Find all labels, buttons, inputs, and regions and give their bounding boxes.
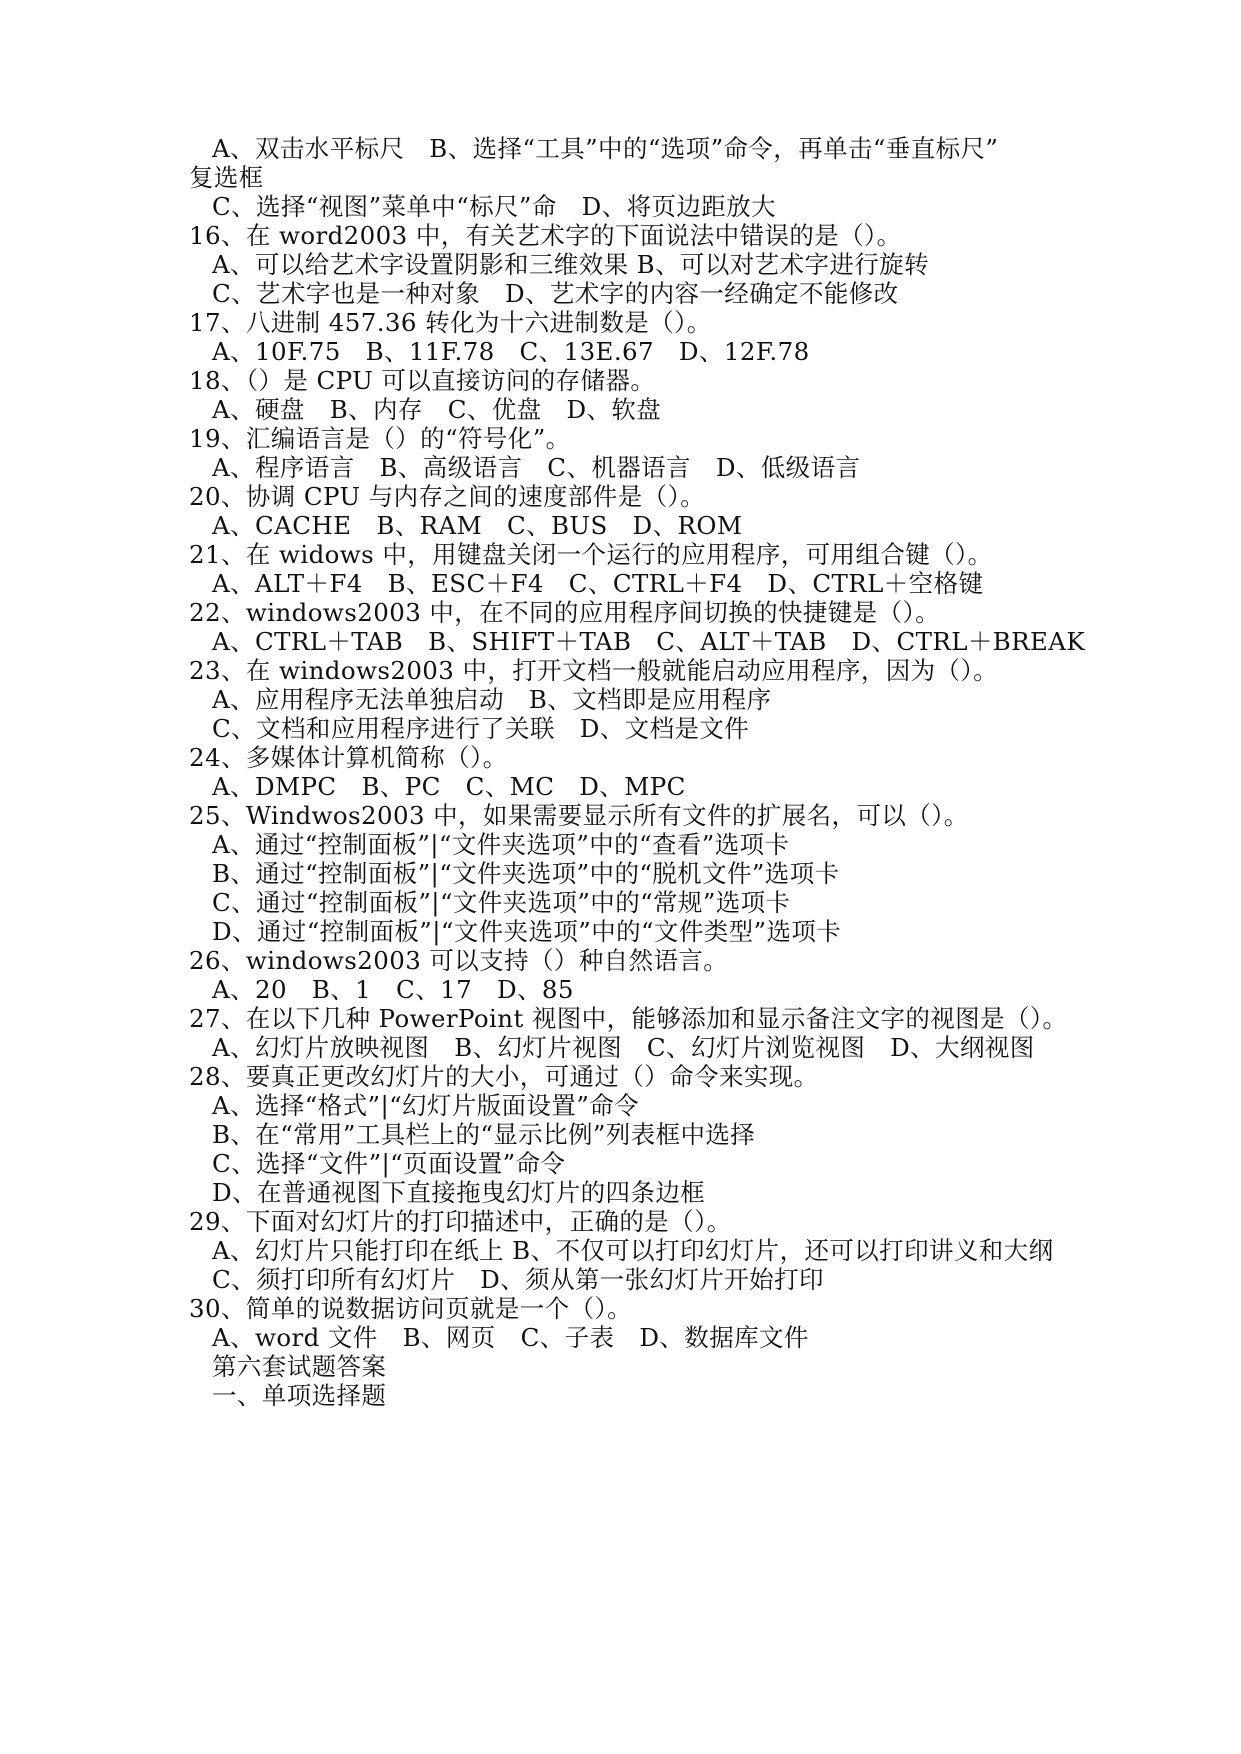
option-line: A、应用程序无法单独启动 B、文档即是应用程序 [212, 685, 772, 714]
question-line: 16、在 word2003 中，有关艺术字的下面说法中错误的是（）。 [189, 221, 902, 250]
question-line: 17、八进制 457.36 转化为十六进制数是（）。 [189, 308, 712, 337]
question-line: 25、Windwos2003 中，如果需要显示所有文件的扩展名，可以（）。 [189, 801, 969, 830]
option-line: B、在“常用”工具栏上的“显示比例”列表框中选择 [212, 1120, 756, 1149]
option-line: C、文档和应用程序进行了关联 D、文档是文件 [212, 714, 750, 743]
option-line: A、20 B、1 C、17 D、85 [212, 975, 574, 1004]
question-line: 24、多媒体计算机简称（）。 [189, 743, 508, 772]
option-line: C、通过“控制面板”|“文件夹选项”中的“常规”选项卡 [212, 888, 791, 917]
option-line: A、ALT＋F4 B、ESC＋F4 C、CTRL＋F4 D、CTRL＋空格键 [212, 569, 984, 598]
option-line: A、10F.75 B、11F.78 C、13E.67 D、12F.78 [212, 337, 810, 366]
option-line: D、通过“控制面板”|“文件夹选项”中的“文件类型”选项卡 [212, 917, 842, 946]
option-line: A、幻灯片只能打印在纸上 B、不仅可以打印幻灯片，还可以打印讲义和大纲 [212, 1236, 1054, 1265]
option-line: A、CTRL＋TAB B、SHIFT＋TAB C、ALT＋TAB D、CTRL＋BREAK [212, 627, 1086, 656]
text-line: 复选框 [189, 163, 264, 192]
option-line: C、艺术字也是一种对象 D、艺术字的内容一经确定不能修改 [212, 279, 899, 308]
option-line: A、选择“格式”|“幻灯片版面设置”命令 [212, 1091, 640, 1120]
option-line: A、DMPC B、PC C、MC D、MPC [212, 772, 686, 801]
question-line: 23、在 windows2003 中，打开文档一般就能启动应用程序，因为（）。 [189, 656, 999, 685]
question-line: 26、windows2003 可以支持（）种自然语言。 [189, 946, 729, 975]
question-line: 22、windows2003 中，在不同的应用程序间切换的快捷键是（）。 [189, 598, 941, 627]
text-line: C、选择“视图”菜单中“标尺”命 D、将页边距放大 [212, 192, 776, 221]
question-line: 19、汇编语言是（）的“符号化”。 [189, 424, 571, 453]
option-line: A、幻灯片放映视图 B、幻灯片视图 C、幻灯片浏览视图 D、大纲视图 [212, 1033, 1035, 1062]
question-line: 20、协调 CPU 与内存之间的速度部件是（）。 [189, 482, 706, 511]
question-line: 29、下面对幻灯片的打印描述中，正确的是（）。 [189, 1207, 732, 1236]
text-line: A、双击水平标尺 B、选择“工具”中的“选项”命令，再单击“垂直标尺” [212, 134, 999, 163]
option-line: B、通过“控制面板”|“文件夹选项”中的“脱机文件”选项卡 [212, 859, 840, 888]
question-line: 21、在 widows 中，用键盘关闭一个运行的应用程序，可用组合键（）。 [189, 540, 993, 569]
option-line: A、CACHE B、RAM C、BUS D、ROM [212, 511, 743, 540]
option-line: D、在普通视图下直接拖曳幻灯片的四条边框 [212, 1178, 706, 1207]
section-heading: 第六套试题答案 [212, 1352, 387, 1381]
option-line: A、程序语言 B、高级语言 C、机器语言 D、低级语言 [212, 453, 861, 482]
option-line: A、可以给艺术字设置阴影和三维效果 B、可以对艺术字进行旋转 [212, 250, 929, 279]
option-line: A、word 文件 B、网页 C、子表 D、数据库文件 [212, 1323, 809, 1352]
option-line: C、须打印所有幻灯片 D、须从第一张幻灯片开始打印 [212, 1265, 824, 1294]
question-line: 18、（）是 CPU 可以直接访问的存储器。 [189, 366, 656, 395]
option-line: C、选择“文件”|“页面设置”命令 [212, 1149, 566, 1178]
option-line: A、通过“控制面板”|“文件夹选项”中的“查看”选项卡 [212, 830, 790, 859]
section-subheading: 一、单项选择题 [212, 1381, 387, 1410]
question-line: 27、在以下几种 PowerPoint 视图中，能够添加和显示备注文字的视图是（）。 [189, 1004, 1068, 1033]
option-line: A、硬盘 B、内存 C、优盘 D、软盘 [212, 395, 662, 424]
question-line: 30、简单的说数据访问页就是一个（）。 [189, 1294, 633, 1323]
question-line: 28、要真正更改幻灯片的大小，可通过（）命令来实现。 [189, 1062, 819, 1091]
